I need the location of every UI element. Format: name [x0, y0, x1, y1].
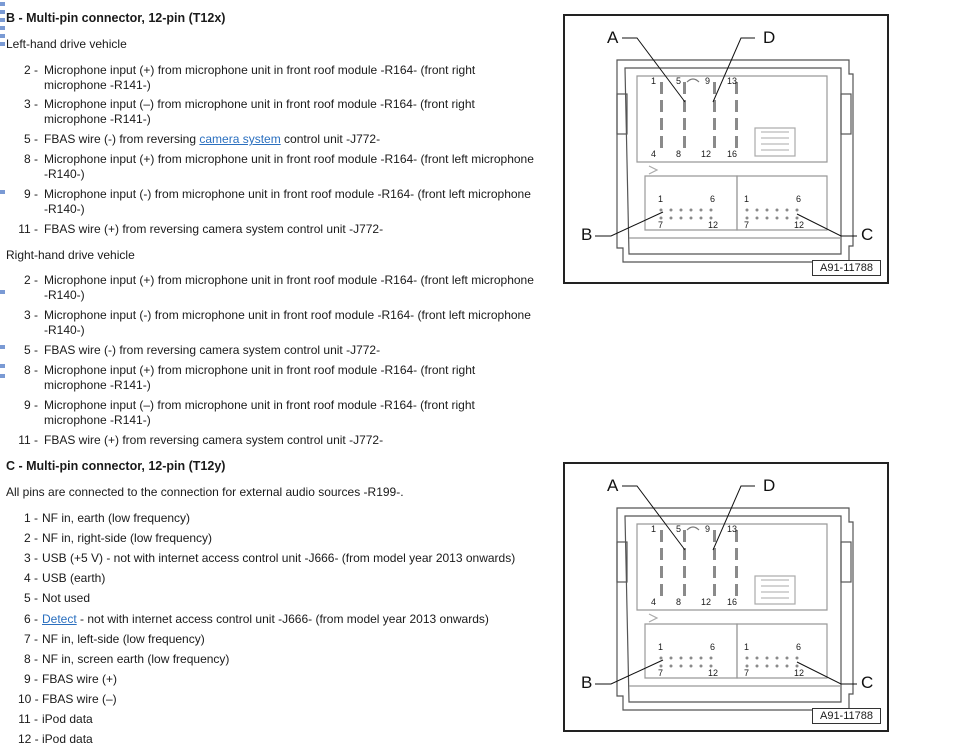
- c-pin-item: [18, 712, 93, 726]
- pin-label: 6: [710, 194, 716, 204]
- rhd-pin-item: [18, 343, 538, 358]
- pin-description: USB (+5 V) - not with internet access control unit -J666- (from model year 2013 onwards): [42, 551, 516, 565]
- pin-number: 7 -: [23, 632, 38, 646]
- c-pin-item: [18, 551, 515, 565]
- pin-label: 4: [651, 149, 657, 159]
- margin-link[interactable]: [0, 2, 5, 6]
- pin-label: 7: [658, 220, 664, 230]
- pin-label: 6: [710, 642, 716, 652]
- pin-label: 16: [727, 597, 738, 607]
- section-b-title: B - Multi-pin connector, 12-pin (T12x): [6, 11, 226, 25]
- pin-description-text: - not with internet access control unit -J666- (from model year 2013 onwards): [76, 612, 489, 626]
- camera-system-link[interactable]: camera system: [199, 132, 281, 146]
- lhd-pin-item: [18, 152, 538, 182]
- pin-description: iPod data: [42, 732, 93, 746]
- pin-description: FBAS wire (+): [42, 672, 118, 686]
- c-pin-item: [18, 612, 489, 626]
- pin-label: 12: [794, 220, 805, 230]
- pin-description: Microphone input (+) from microphone unit in front roof module -R164- (front left microphone -R140-): [44, 152, 534, 181]
- c-pin-item: [18, 652, 229, 666]
- pin-number: 11 -: [18, 222, 38, 236]
- connector-drawing: [565, 464, 887, 730]
- margin-link[interactable]: [0, 345, 5, 349]
- pin-description: [42, 612, 489, 626]
- c-pin-item: [18, 632, 205, 646]
- lhd-heading: Left-hand drive vehicle: [6, 37, 127, 51]
- pin-number: 12 -: [18, 732, 39, 746]
- pin-label: 12: [701, 597, 712, 607]
- pin-label: 8: [676, 597, 682, 607]
- rhd-pin-item: [18, 398, 538, 428]
- lhd-pin-item: [18, 63, 538, 93]
- callout-b: B: [581, 673, 593, 692]
- pin-label: 7: [744, 668, 750, 678]
- margin-link[interactable]: [0, 190, 5, 194]
- pin-description: Not used: [42, 591, 91, 605]
- pin-description: [44, 132, 538, 147]
- pin-description: FBAS wire (+) from reversing camera system control unit -J772-: [44, 222, 384, 236]
- pin-number: 6 -: [23, 612, 38, 626]
- pin-label: 6: [796, 194, 802, 204]
- pin-description: USB (earth): [42, 571, 106, 585]
- pin-label: 13: [727, 76, 738, 86]
- margin-link[interactable]: [0, 10, 5, 14]
- pin-description: NF in, right-side (low frequency): [42, 531, 213, 545]
- pin-description: Microphone input (+) from microphone unit in front roof module -R164- (front right microphone -R141-): [44, 363, 476, 392]
- connector-diagram: [563, 14, 889, 284]
- pin-number: 2 -: [23, 63, 38, 77]
- pin-description: Microphone input (–) from microphone unit in front roof module -R164- (front right microphone -R141-): [44, 398, 475, 427]
- c-pin-item: [18, 672, 117, 686]
- figure-code: A91-11788: [812, 708, 881, 724]
- callout-c: C: [861, 225, 874, 244]
- pin-label: 8: [676, 149, 682, 159]
- pin-description: Microphone input (-) from microphone unit in front roof module -R164- (front left microphone -R140-): [44, 187, 531, 216]
- callout-c: C: [861, 673, 874, 692]
- c-pin-item: [18, 591, 90, 605]
- pin-number: 10 -: [18, 692, 39, 706]
- callout-d: D: [763, 476, 776, 495]
- pin-number: 2 -: [23, 273, 38, 287]
- pin-number: 11 -: [18, 712, 38, 726]
- rhd-heading: Right-hand drive vehicle: [6, 248, 135, 262]
- margin-link[interactable]: [0, 374, 5, 378]
- pin-description-text: FBAS wire (-) from reversing: [44, 132, 200, 146]
- rhd-pin-item: [18, 363, 538, 393]
- c-pin-item: [18, 571, 105, 585]
- pin-description: NF in, screen earth (low frequency): [42, 652, 230, 666]
- pin-number: 11 -: [18, 433, 38, 447]
- pin-label: 5: [676, 76, 682, 86]
- pin-number: 9 -: [23, 672, 38, 686]
- pin-number: 3 -: [23, 308, 38, 322]
- pin-label: 5: [676, 524, 682, 534]
- pin-description: Microphone input (-) from microphone unit in front roof module -R164- (front left microphone -R140-): [44, 308, 531, 337]
- pin-label: 12: [708, 668, 719, 678]
- pin-description: Microphone input (+) from microphone unit in front roof module -R164- (front left microphone -R140-): [44, 273, 534, 302]
- pin-description-text: control unit -J772-: [280, 132, 381, 146]
- figure-code: A91-11788: [812, 260, 881, 276]
- section-c-intro: All pins are connected to the connection for external audio sources -R199-.: [6, 485, 404, 499]
- pin-label: 7: [658, 668, 664, 678]
- margin-link[interactable]: [0, 18, 5, 22]
- pin-number: 3 -: [23, 97, 38, 111]
- pin-label: 9: [705, 76, 711, 86]
- pin-label: 4: [651, 597, 657, 607]
- pin-label: 1: [651, 524, 657, 534]
- c-pin-item: [18, 511, 190, 525]
- pin-number: 5 -: [23, 591, 38, 605]
- lhd-pin-item: [18, 187, 538, 217]
- pin-label: 1: [744, 194, 750, 204]
- pin-label: 12: [701, 149, 712, 159]
- margin-link[interactable]: [0, 364, 5, 368]
- pin-description: FBAS wire (–): [42, 692, 117, 706]
- callout-a: A: [607, 28, 619, 47]
- pin-number: 2 -: [23, 531, 38, 545]
- margin-link[interactable]: [0, 42, 5, 46]
- pin-number: 1 -: [23, 511, 38, 525]
- connector-diagram: [563, 462, 889, 732]
- pin-number: 8 -: [23, 652, 38, 666]
- rhd-pin-item: [18, 273, 538, 303]
- pin-description: FBAS wire (+) from reversing camera system control unit -J772-: [44, 433, 384, 447]
- pin-number: 4 -: [23, 571, 38, 585]
- pin-label: 12: [794, 668, 805, 678]
- c-pin-item: [18, 531, 212, 545]
- lhd-pin-item: [18, 132, 538, 147]
- margin-link[interactable]: [0, 34, 5, 38]
- lhd-pin-item: [18, 97, 538, 127]
- callout-a: A: [607, 476, 619, 495]
- pin-label: 1: [658, 194, 664, 204]
- pin-label: 16: [727, 149, 738, 159]
- pin-label: 12: [708, 220, 719, 230]
- margin-link[interactable]: [0, 26, 5, 30]
- pin-label: 7: [744, 220, 750, 230]
- pin-description: FBAS wire (-) from reversing camera system control unit -J772-: [44, 343, 381, 357]
- pin-description: Microphone input (–) from microphone unit in front roof module -R164- (front right microphone -R141-): [44, 97, 475, 126]
- pin-label: 1: [744, 642, 750, 652]
- pin-label: 6: [796, 642, 802, 652]
- pin-description: iPod data: [42, 712, 93, 726]
- detect-link[interactable]: Detect: [42, 612, 77, 626]
- pin-description: NF in, left-side (low frequency): [42, 632, 205, 646]
- pin-number: 9 -: [23, 398, 38, 412]
- pin-number: 9 -: [23, 187, 38, 201]
- connector-drawing: [565, 16, 887, 282]
- callout-b: B: [581, 225, 593, 244]
- pin-description: Microphone input (+) from microphone unit in front roof module -R164- (front right microphone -R141-): [44, 63, 476, 92]
- c-pin-item: [18, 692, 117, 706]
- rhd-pin-item: [18, 433, 538, 448]
- pin-description: NF in, earth (low frequency): [42, 511, 191, 525]
- pin-label: 1: [651, 76, 657, 86]
- pin-number: 8 -: [23, 152, 38, 166]
- pin-label: 9: [705, 524, 711, 534]
- pin-label: 13: [727, 524, 738, 534]
- section-c-title: C - Multi-pin connector, 12-pin (T12y): [6, 459, 226, 473]
- callout-d: D: [763, 28, 776, 47]
- lhd-pin-item: [18, 222, 538, 237]
- pin-number: 3 -: [23, 551, 38, 565]
- c-pin-item: [18, 732, 93, 746]
- pin-label: 1: [658, 642, 664, 652]
- pin-number: 5 -: [23, 343, 38, 357]
- margin-link[interactable]: [0, 290, 5, 294]
- pin-number: 8 -: [23, 363, 38, 377]
- pin-number: 5 -: [23, 132, 38, 146]
- rhd-pin-item: [18, 308, 538, 338]
